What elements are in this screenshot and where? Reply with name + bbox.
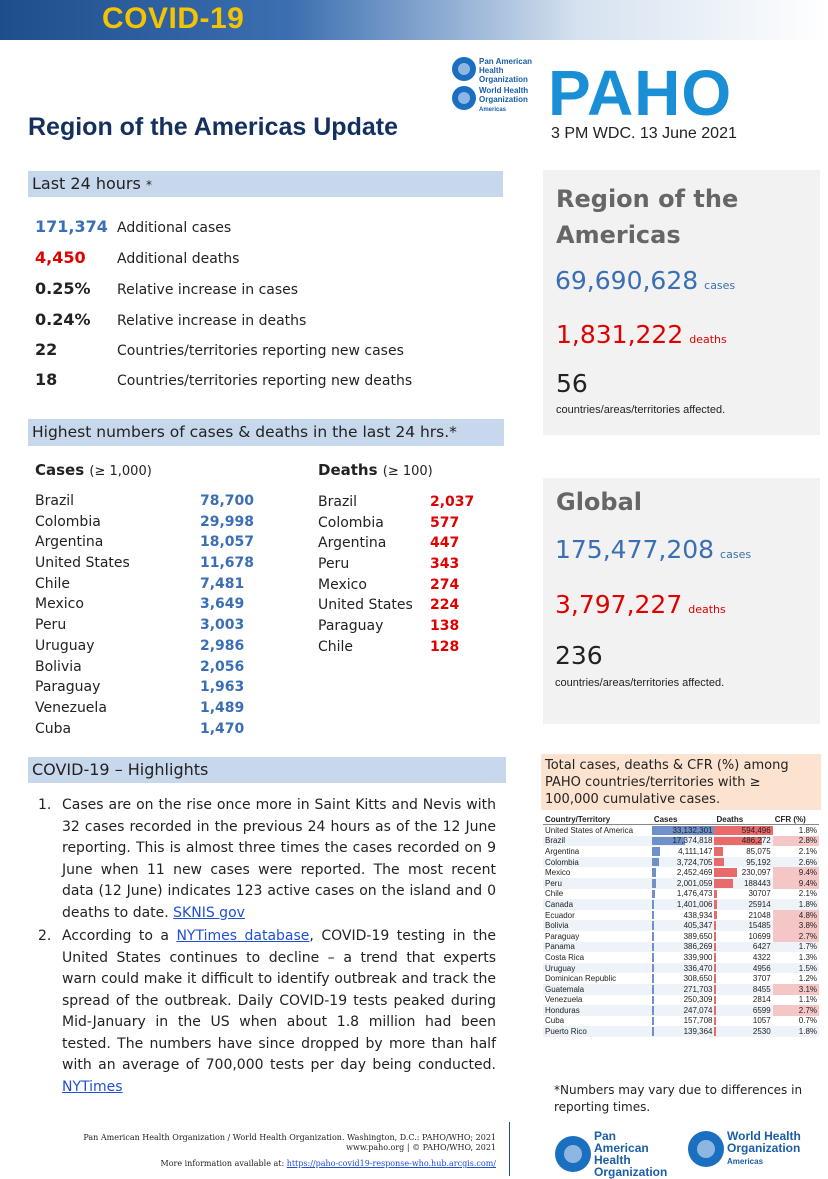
last24-heading: Last 24 hours * [28,171,503,197]
paho-footer-globe-icon [555,1136,591,1172]
cfr-country-cell: Paraguay [545,931,580,941]
stat-value: 0.24% [35,310,91,329]
deaths-column-head: Deaths (≥ 100) [318,461,433,479]
global-deaths: 3,797,227 deaths [555,590,726,619]
death-count: 343 [430,556,460,573]
cases-list-item [35,493,295,514]
cfr-table-row [543,1005,819,1016]
cfr-deaths-cell: 95,192 [714,857,772,868]
region-deaths: 1,831,222 deaths [556,320,727,349]
deaths-bar [714,1006,715,1015]
cases-list-item [35,700,295,721]
page-title: Region of the Americas Update [28,113,398,141]
cfr-value-cell: 2.1% [798,889,817,899]
deaths-list-item [318,597,518,618]
country-name: Uruguay [35,637,95,654]
cases-bar [652,943,654,952]
cases-column-head: Cases (≥ 1,000) [35,461,152,479]
cfr-deaths-cell: 6427 [714,942,772,953]
death-count: 128 [430,638,460,655]
cfr-table-caption: Total cases, deaths & CFR (%) among PAHO countries/territories with ≥ 100,000 cumulative cases. [541,754,821,810]
nytimes-link[interactable]: NYTimes [62,1078,123,1095]
deaths-list-item [318,494,518,515]
cases-bar [652,974,654,983]
cfr-country-cell: Honduras [543,1005,652,1016]
cfr-value-cell: 4.8% [773,910,819,921]
cfr-table-row [543,984,819,995]
cfr-value-cell: 3.8% [773,920,819,931]
cfr-table-row [543,931,819,942]
cfr-cases-cell: 405,347 [652,920,715,931]
case-count: 11,678 [200,555,255,572]
stat-row [35,370,495,400]
cfr-table-row [543,899,819,910]
region-affected-label: countries/areas/territories affected. [556,404,726,416]
cfr-deaths-cell: 230,097 [714,867,772,878]
deaths-bar [714,890,717,899]
cfr-deaths-cell: 188443 [714,878,772,889]
country-name: United States [318,597,413,614]
cfr-cases-cell: 1,401,006 [652,899,715,910]
stat-value: 22 [35,340,58,359]
cfr-deaths-cell: 1057 [714,1016,772,1027]
case-count: 3,003 [200,617,245,634]
cfr-value-cell: 0.7% [798,1016,817,1026]
cfr-value-cell: 1.5% [773,963,819,974]
deaths-bar [714,964,715,973]
cfr-deaths-cell: 4322 [714,952,772,963]
cfr-value-cell: 2.8% [773,836,819,847]
arcgis-link[interactable]: https://paho-covid19-response-who.hub.arcgis.com/ [286,1159,496,1168]
stat-label: Additional deaths [117,251,240,267]
cfr-value-cell: 2.7% [773,1005,819,1016]
deaths-list-item [318,556,518,577]
cfr-cases-cell: 247,074 [652,1005,715,1016]
cfr-deaths-cell: 21048 [714,910,772,921]
highlight-item-2: 2. According to a NYTimes database, COVID-19 testing in the United States continues to decline – a trend that experts warn could make it difficult to identify outbreak and track the spread of the outbreak. Daily COVID-19 tests peaked during Mid-January in the US when about 1.8 million had been tested. The numbers have since dropped by more than half with an average of 700,000 tests per day being conducted. NYTimes [38,928,496,1095]
region-cases: 69,690,628 cases [555,266,736,295]
cfr-cases-cell: 2,001,059 [652,878,715,889]
country-name: Mexico [35,596,84,613]
deaths-bar [714,932,715,941]
cfr-value-cell: 1.7% [773,942,819,953]
cfr-country-cell: Canada [543,899,652,910]
deaths-list-item [318,535,518,556]
cfr-deaths-cell: 25914 [714,899,772,910]
cfr-country-cell: Venezuela [545,995,583,1005]
cfr-value-cell: 1.1% [798,995,817,1005]
sknis-link[interactable]: SKNIS gov [173,904,245,921]
deaths-bar [714,974,715,983]
case-count: 1,963 [200,679,245,696]
global-panel [543,478,820,724]
cfr-value-cell: 2.7% [773,931,819,942]
country-name: Cuba [35,720,72,737]
country-name: Argentina [318,535,387,552]
cases-list-item [35,679,295,700]
country-name: Colombia [318,514,384,531]
cfr-cases-cell: 271,703 [652,984,715,995]
cases-list-item [35,638,295,659]
cases-bar [652,1017,654,1026]
cfr-value-cell: 2.6% [773,857,819,868]
cfr-value-cell: 1.2% [798,974,817,984]
cfr-table-row [543,1026,819,1037]
country-name: Mexico [318,576,367,593]
cases-bar [652,932,654,941]
cfr-country-cell: Guatemala [543,984,652,995]
cfr-country-cell: Ecuador [545,910,575,920]
cases-bar [652,996,654,1005]
cfr-table-row [543,825,819,836]
cfr-cases-cell: 4,111,147 [652,846,715,857]
cfr-deaths-cell: 3707 [714,973,772,984]
paho-logo-footer: Pan American Health Organization [555,1130,670,1178]
cfr-country-cell: Bolivia [543,920,652,931]
cfr-deaths-cell: 6599 [714,1005,772,1016]
cases-bar [652,953,654,962]
country-name: Paraguay [35,679,101,696]
th-deaths: Deaths [714,814,772,825]
cfr-deaths-cell: 2530 [714,1026,772,1037]
cases-list-item [35,721,295,742]
deaths-bar [714,1027,715,1036]
cases-list-item [35,534,295,555]
cases-list-item [35,514,295,535]
banner-title: COVID-19 [102,2,245,35]
deaths-list-item [318,639,518,660]
global-affected-label: countries/areas/territories affected. [555,677,725,689]
cfr-cases-cell: 339,900 [652,952,715,963]
cases-bar [652,879,656,888]
deaths-list-item [318,618,518,639]
cfr-deaths-cell: 85,075 [714,846,772,857]
cases-bar [652,847,660,856]
cfr-deaths-cell: 2814 [714,995,772,1006]
cfr-cases-cell: 1,476,473 [652,889,715,900]
cfr-table-row [543,995,819,1006]
death-count: 224 [430,597,460,614]
stat-label: Countries/territories reporting new cases [117,343,404,359]
cfr-cases-cell: 438,934 [652,910,715,921]
cases-bar [652,911,654,920]
paho-globe-icon [452,57,476,81]
country-name: United States [35,555,130,572]
country-name: Colombia [35,513,101,530]
cases-bar [652,1027,654,1036]
cases-list-item [35,659,295,680]
deaths-bar [714,996,715,1005]
cfr-table-row [543,942,819,953]
case-count: 1,470 [200,720,245,737]
cfr-table-row [543,889,819,900]
cfr-value-cell: 3.1% [773,984,819,995]
stat-row [35,217,495,247]
cfr-country-cell: Costa Rica [545,952,585,962]
cfr-value-cell: 1.3% [798,952,817,962]
cfr-cases-cell: 17,374,818 [652,836,715,847]
case-count: 1,489 [200,699,245,716]
cfr-table-row [543,867,819,878]
deaths-bar [714,868,737,877]
cfr-table-row [543,846,819,857]
cfr-cases-cell: 386,269 [652,942,715,953]
stat-row [35,279,495,309]
cfr-table-wrap [543,814,821,1037]
deaths-bar [714,921,716,930]
cfr-table-row [543,857,819,868]
cfr-country-cell: Brazil [543,836,652,847]
cfr-country-cell: Peru [543,878,652,889]
cases-list-item [35,596,295,617]
cases-bar [652,890,655,899]
cfr-cases-cell: 2,452,469 [652,867,715,878]
cases-list-item [35,576,295,597]
deaths-bar [714,900,717,909]
who-logo-footer: World Health Organization Americas [688,1130,803,1168]
cfr-value-cell: 1.8% [798,825,817,835]
cfr-value-cell: 1.8% [773,1026,819,1037]
who-footer-globe-icon [688,1131,724,1167]
global-panel-title: Global [556,488,643,516]
cfr-table-row [543,910,819,921]
cfr-country-cell: Dominican Republic [545,974,617,984]
cfr-value-cell: 9.4% [773,878,819,889]
cfr-deaths-cell: 30707 [714,889,772,900]
cfr-value-cell: 2.1% [798,846,817,856]
cases-bar [652,921,654,930]
cfr-country-cell: Colombia [543,857,652,868]
stat-label: Countries/territories reporting new deaths [117,373,413,389]
cfr-country-cell: United States of America [545,825,634,835]
stat-value: 0.25% [35,279,91,298]
case-count: 18,057 [200,534,255,551]
region-panel [543,170,820,435]
region-affected-count: 56 [556,369,588,398]
cfr-table-row [543,920,819,931]
cfr-deaths-cell: 8455 [714,984,772,995]
cases-bar [652,900,655,909]
cfr-country-cell: Uruguay [543,963,652,974]
cfr-table-row [543,973,819,984]
stat-value: 171,374 [35,217,108,236]
paho-wordmark: PAHO [548,57,733,129]
case-count: 2,056 [200,658,245,675]
footer: Pan American Health Organization / World Health Organization. Washington, D.C.: PAHO/WHO; 2021 www.paho.org | © PAHO/WHO, 2021 More information available at: https://paho-covid19-response-who.hub.arcgis.com/ [83,1133,496,1168]
deaths-bar [714,911,716,920]
cfr-country-cell: Chile [545,889,564,899]
deaths-bar [714,1017,715,1026]
case-count: 3,649 [200,596,245,613]
who-globe-icon [452,86,476,110]
cfr-country-cell: Argentina [545,846,580,856]
cfr-table-row [543,878,819,889]
cfr-table [543,814,819,1037]
cfr-value-cell: 1.8% [773,899,819,910]
highlights-heading: COVID-19 – Highlights [28,757,506,783]
stat-value: 18 [35,370,58,389]
cases-bar [652,964,654,973]
country-name: Chile [318,638,354,655]
death-count: 138 [430,618,460,635]
cfr-cases-cell: 3,724,705 [652,857,715,868]
deaths-list-item [318,577,518,598]
cfr-table-row [543,836,819,847]
deaths-bar [714,953,715,962]
case-count: 2,986 [200,637,245,654]
cfr-deaths-cell: 10699 [714,931,772,942]
death-count: 274 [430,576,460,593]
cfr-cases-cell: 157,708 [652,1016,715,1027]
deaths-list [318,494,518,660]
cases-bar [652,1006,654,1015]
cfr-country-cell: Panama [543,942,652,953]
highlight-item-1: 1. Cases are on the rise once more in Saint Kitts and Nevis with 32 cases recorded in the previous 24 hours as of the 12 June reporting. This is almost three times the cases recorded on 9 June when 11 new cases were reported. The most recent data (12 June) indicates 123 active cases on the island and 0 deaths to date. SKNIS gov [38,797,496,921]
case-count: 7,481 [200,575,245,592]
stat-value: 4,450 [35,248,86,267]
global-cases: 175,477,208 cases [555,535,752,564]
cases-bar [652,985,654,994]
deaths-bar [714,943,715,952]
country-name: Peru [35,617,67,634]
country-name: Chile [35,575,71,592]
deaths-bar [714,985,715,994]
cases-list [35,493,295,741]
who-logo-small: World Health Organization Americas [452,86,540,112]
report-date: 3 PM WDC. 13 June 2021 [551,125,737,142]
case-count: 78,700 [200,493,255,509]
nytimes-database-link[interactable]: NYTimes database [176,928,310,944]
country-name: Peru [318,556,350,573]
cfr-deaths-cell: 486,272 [714,836,772,847]
cfr-country-cell: Puerto Rico [543,1026,652,1037]
cfr-country-cell: Cuba [545,1016,565,1026]
th-cfr: CFR (%) [773,814,819,825]
stat-row [35,248,495,278]
country-name: Venezuela [35,699,107,716]
deaths-bar [714,879,732,888]
case-count: 29,998 [200,513,255,530]
paho-logo-small: Pan American Health Organization [452,57,540,83]
stat-label: Relative increase in cases [117,282,299,298]
table-note: *Numbers may vary due to differences in reporting times. [554,1083,803,1114]
cfr-table-row [543,952,819,963]
cfr-table-row [543,963,819,974]
cfr-cases-cell: 139,364 [652,1026,715,1037]
cfr-cases-cell: 33,132,301 [652,825,715,836]
th-country: Country/Territory [543,814,652,825]
deaths-bar [714,858,723,867]
cases-list-item [35,617,295,638]
cfr-deaths-cell: 4956 [714,963,772,974]
region-panel-title: Region of the Americas [556,185,739,249]
cases-list-item [35,555,295,576]
cfr-deaths-cell: 594,496 [714,825,772,836]
cfr-deaths-cell: 15485 [714,920,772,931]
cfr-value-cell: 9.4% [773,867,819,878]
global-affected-count: 236 [555,641,603,670]
deaths-bar [714,847,722,856]
highest-heading: Highest numbers of cases & deaths in the last 24 hrs.* [28,419,504,446]
footer-divider [509,1122,510,1176]
country-name: Bolivia [35,658,82,675]
cfr-table-row [543,1016,819,1027]
country-name: Paraguay [318,618,384,635]
stat-row [35,340,495,370]
cfr-cases-cell: 308,650 [652,973,715,984]
cfr-cases-cell: 250,309 [652,995,715,1006]
country-name: Argentina [35,534,104,551]
stat-label: Relative increase in deaths [117,313,307,329]
country-name: Brazil [35,493,75,509]
stat-label: Additional cases [117,220,232,236]
death-count: 447 [430,535,460,552]
deaths-list-item [318,515,518,536]
country-name: Brazil [318,494,358,510]
stat-row [35,310,495,340]
cfr-cases-cell: 389,650 [652,931,715,942]
th-cases: Cases [652,814,715,825]
cases-bar [652,868,657,877]
cases-bar [652,858,659,867]
death-count: 2,037 [430,494,475,510]
cfr-country-cell: Mexico [545,868,571,878]
cfr-cases-cell: 336,470 [652,963,715,974]
death-count: 577 [430,514,460,531]
